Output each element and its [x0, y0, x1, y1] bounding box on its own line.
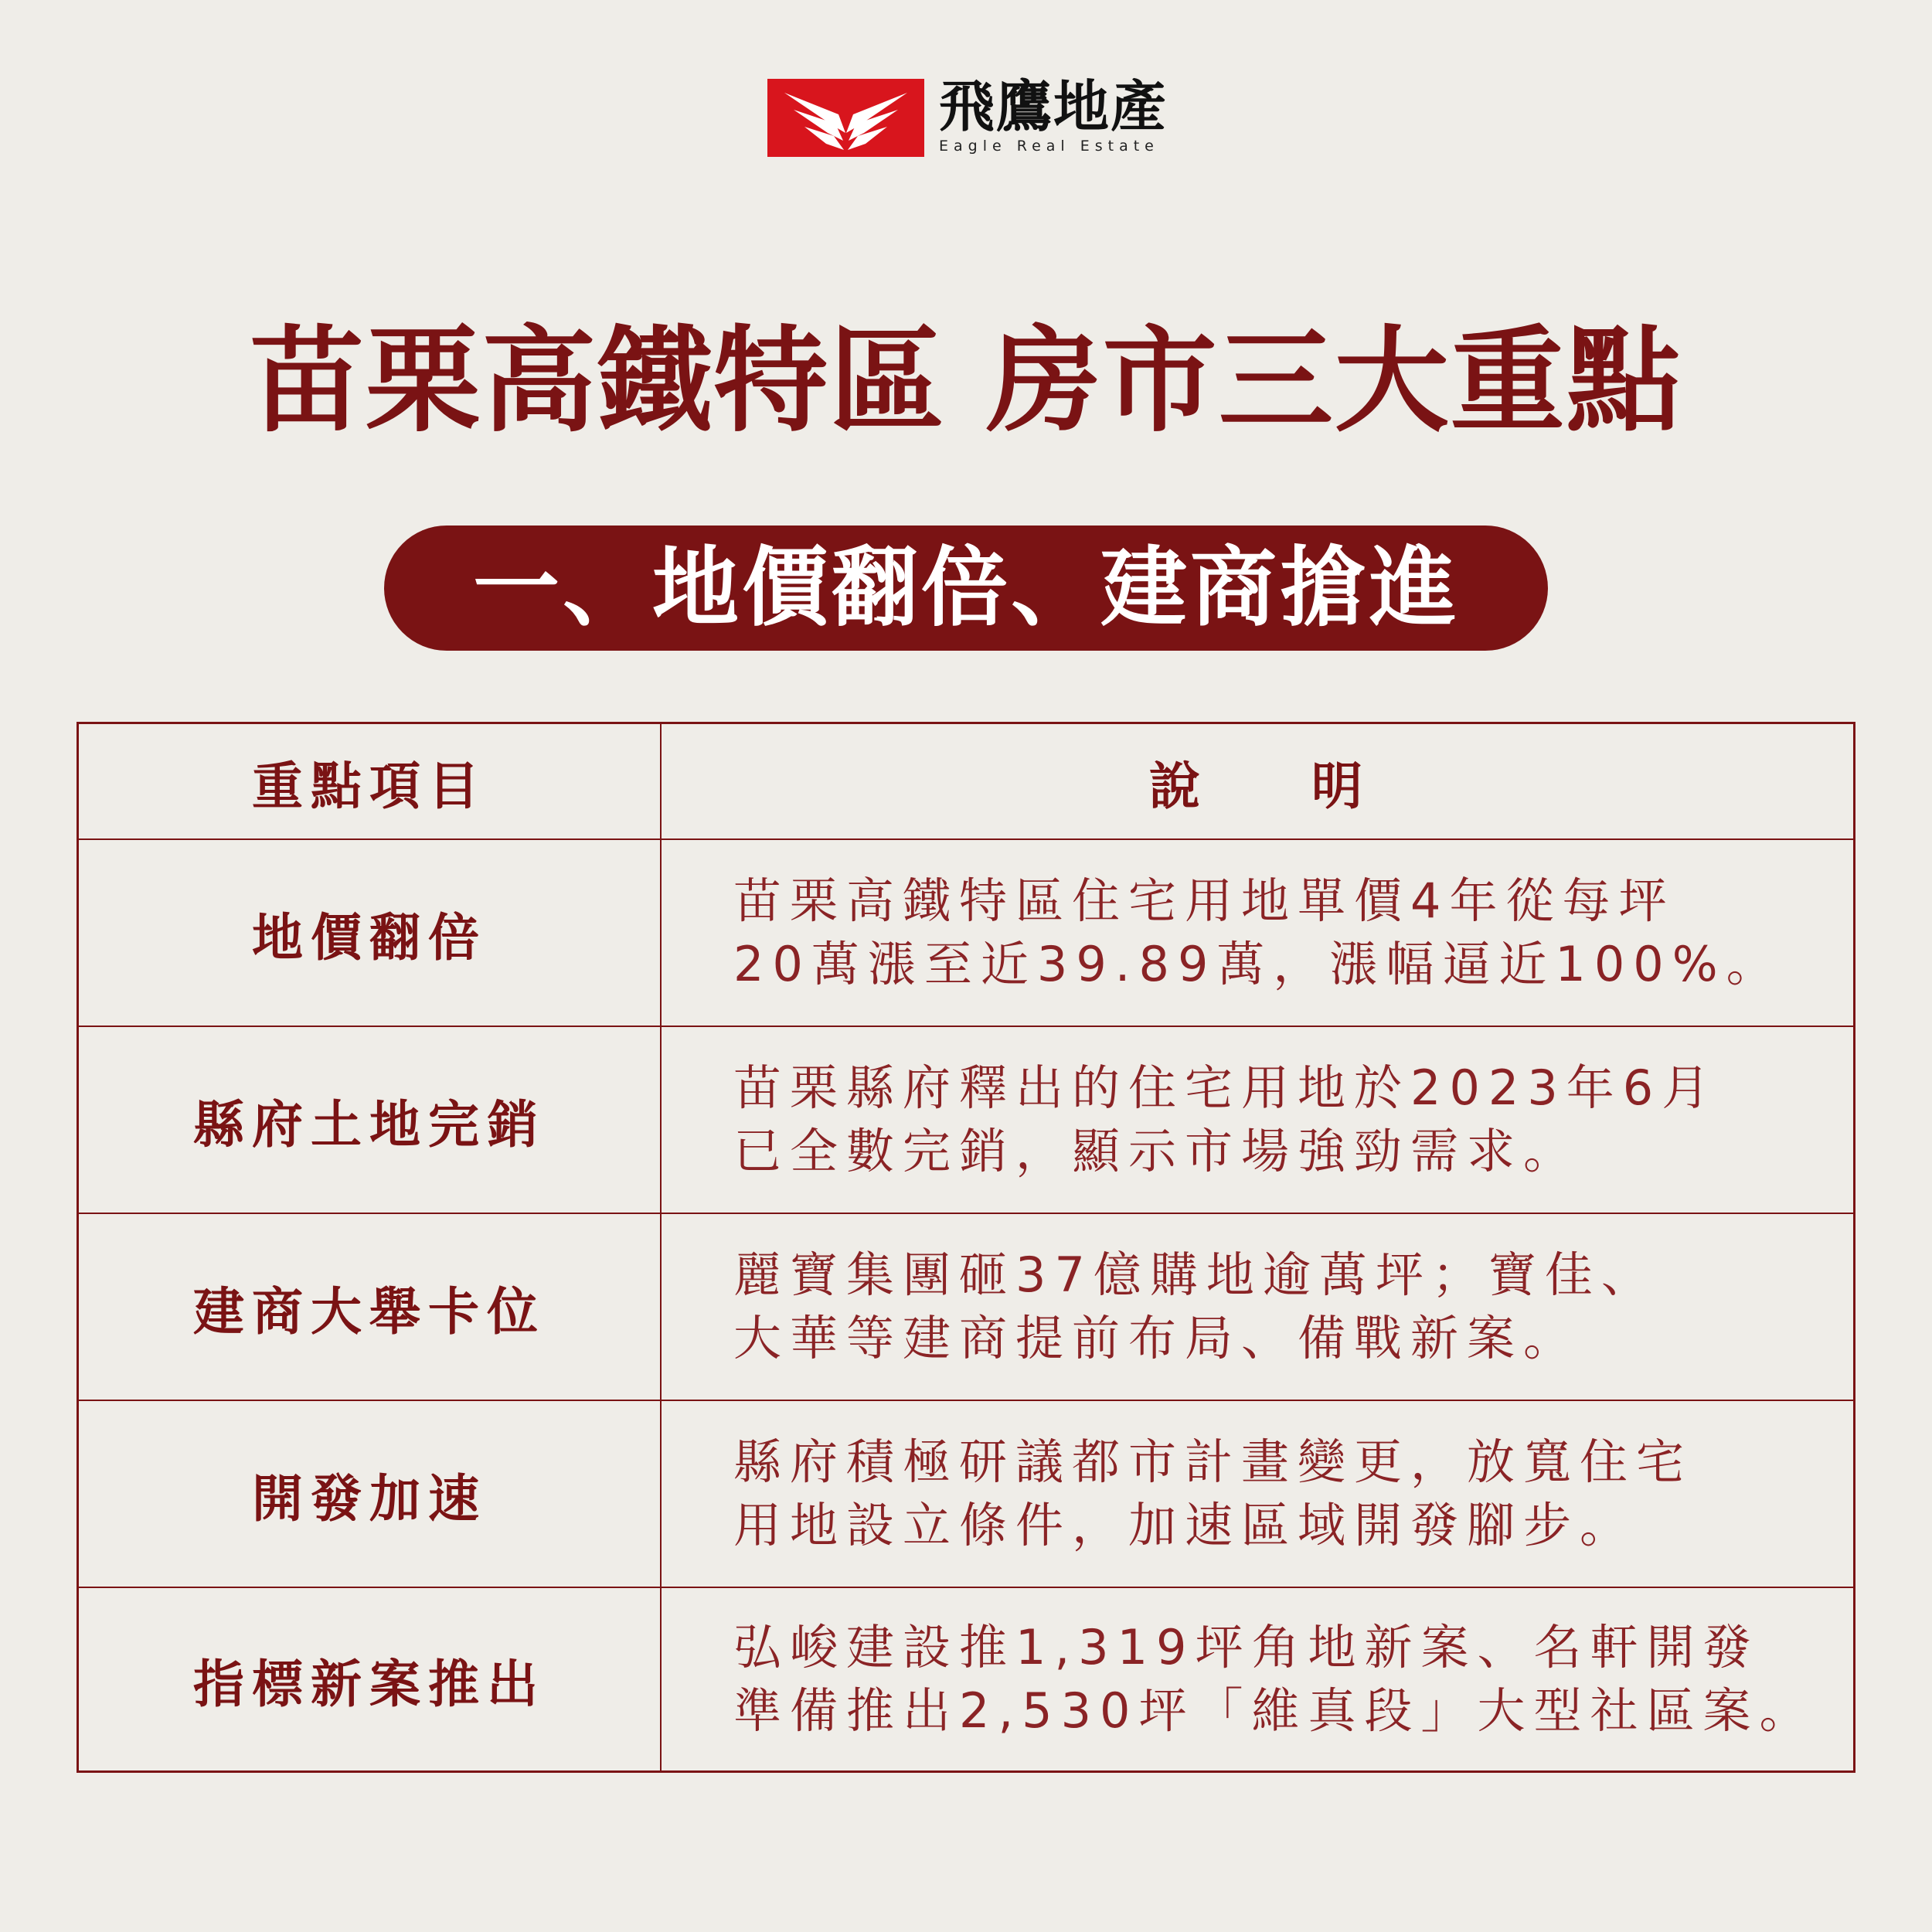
- column-divider: [660, 840, 662, 1026]
- column-divider: [660, 1401, 662, 1587]
- eagle-wings-icon: [767, 79, 924, 157]
- description-line: 縣府積極研議都市計畫變更，放寬住宅: [733, 1434, 1693, 1490]
- column-divider: [660, 1214, 662, 1400]
- description-line: 苗栗縣府釋出的住宅用地於2023年6月: [733, 1060, 1719, 1116]
- section-heading: 一、地價翻倍、建商搶進: [473, 538, 1459, 638]
- description-line: 弘峻建設推1,319坪角地新案、名軒開發: [733, 1619, 1760, 1675]
- table-header-row: [79, 724, 1853, 838]
- key-points-table: [77, 722, 1855, 1773]
- section-heading-pill: [384, 526, 1548, 651]
- column-divider: [660, 1588, 662, 1770]
- row-description: [733, 1027, 1838, 1213]
- table-row: [79, 1213, 1853, 1400]
- description-line: 用地設立條件，加速區域開發腳步。: [733, 1497, 1637, 1553]
- row-key: 開發加速: [252, 1468, 487, 1529]
- brand-name: 飛鷹地產: [939, 74, 1168, 139]
- row-description: [733, 840, 1838, 1026]
- header-description: 說 明: [1149, 756, 1366, 816]
- table-row: [79, 1026, 1853, 1213]
- table-row: [79, 1400, 1853, 1587]
- brand-logo: [767, 74, 1169, 158]
- row-description: [733, 1401, 1838, 1587]
- row-key: 指標新案推出: [193, 1654, 546, 1714]
- description-line: 20萬漲至近39.89萬，漲幅逼近100%。: [733, 936, 1783, 992]
- header-key: 重點項目: [252, 756, 487, 816]
- page-title: 苗栗高鐵特區 房市三大重點: [250, 315, 1682, 447]
- row-key: 建商大舉卡位: [193, 1281, 546, 1342]
- description-line: 大華等建商提前布局、備戰新案。: [733, 1310, 1580, 1366]
- row-description: [733, 1214, 1838, 1400]
- row-key: 地價翻倍: [252, 907, 487, 968]
- description-line: 苗栗高鐵特區住宅用地單價4年從每坪: [733, 872, 1675, 929]
- column-divider: [660, 1027, 662, 1213]
- description-line: 準備推出2,530坪「維真段」大型社區案。: [733, 1682, 1816, 1739]
- description-line: 麗寶集團砸37億購地逾萬坪；寶佳、: [733, 1247, 1658, 1303]
- table-row: [79, 838, 1853, 1026]
- row-key: 縣府土地完銷: [193, 1094, 546, 1155]
- brand-subtitle: Eagle Real Estate: [939, 138, 1159, 155]
- description-line: 已全數完銷，顯示市場強勁需求。: [733, 1123, 1580, 1179]
- table-row: [79, 1587, 1853, 1770]
- row-description: [733, 1588, 1838, 1770]
